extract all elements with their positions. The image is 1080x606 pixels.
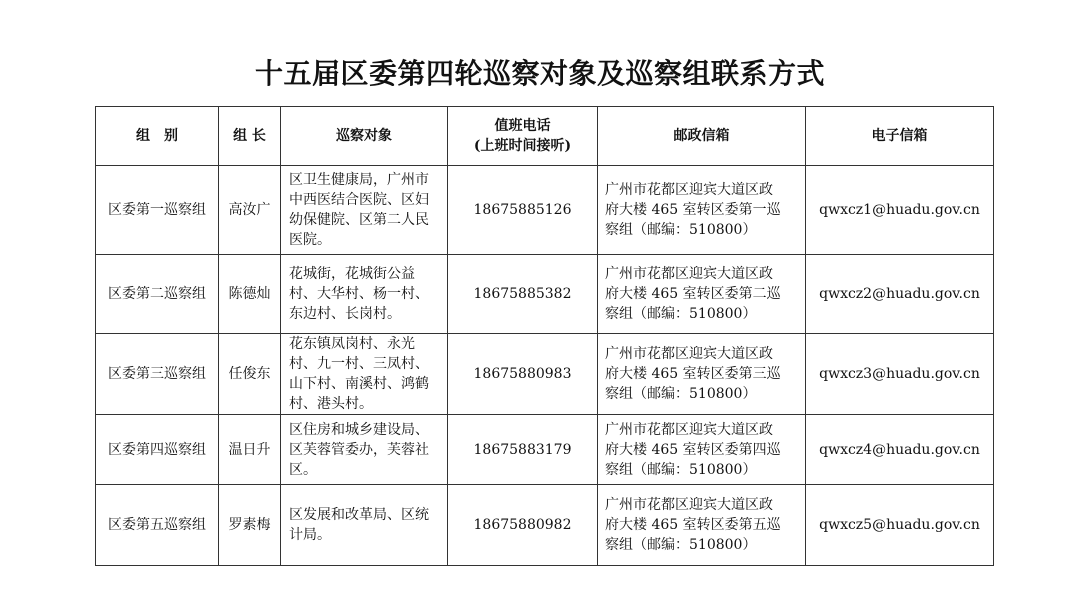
phone-cell: 18675883179 [448, 415, 598, 485]
table-row [96, 485, 994, 566]
table-row [96, 255, 994, 334]
mail-line: 府大楼 465 室转区委第一巡 [605, 202, 781, 218]
table-row [96, 334, 994, 415]
targets-cell [281, 255, 448, 334]
header-leader: 组 长 [219, 107, 281, 166]
mail-line: 察组（邮编：510800） [605, 537, 757, 553]
targets-cell [281, 166, 448, 255]
email-cell: qwxcz2@huadu.gov.cn [806, 255, 994, 334]
header-mail: 邮政信箱 [598, 107, 806, 166]
email-cell: qwxcz3@huadu.gov.cn [806, 334, 994, 415]
mail-cell [598, 415, 806, 485]
targets-line: 区芙蓉管委办，芙蓉社 [289, 441, 429, 458]
mail-line: 广州市花都区迎宾大道区政 [605, 182, 773, 198]
leader-cell: 任俊东 [219, 334, 281, 415]
targets-line: 村、九一村、三凤村、 [289, 356, 429, 372]
group-cell: 区委第四巡察组 [96, 415, 219, 485]
targets-line: 区。 [289, 461, 317, 478]
targets-line: 花城街，花城街公益 [289, 266, 415, 282]
group-cell: 区委第五巡察组 [96, 485, 219, 566]
mail-line: 广州市花都区迎宾大道区政 [605, 421, 773, 438]
mail-cell [598, 166, 806, 255]
targets-line: 区卫生健康局，广州市 [289, 172, 429, 188]
page-title: 十五届区委第四轮巡察对象及巡察组联系方式 [254, 57, 825, 90]
mail-line: 察组（邮编：510800） [605, 461, 757, 478]
leader-cell: 高汝广 [219, 166, 281, 255]
email-cell: qwxcz1@huadu.gov.cn [806, 166, 994, 255]
mail-cell [598, 334, 806, 415]
mail-line: 察组（邮编：510800） [605, 222, 757, 238]
targets-line: 山下村、南溪村、鸿鹤 [289, 376, 429, 392]
mail-line: 府大楼 465 室转区委第三巡 [605, 366, 781, 382]
targets-line: 计局。 [289, 527, 331, 543]
targets-line: 村、大华村、杨一村、 [289, 286, 429, 302]
mail-line: 府大楼 465 室转区委第二巡 [605, 286, 781, 302]
targets-cell [281, 485, 448, 566]
mail-cell [598, 255, 806, 334]
group-cell: 区委第二巡察组 [96, 255, 219, 334]
mail-line: 府大楼 465 室转区委第五巡 [605, 517, 781, 533]
phone-cell: 18675880983 [448, 334, 598, 415]
mail-line: 广州市花都区迎宾大道区政 [605, 497, 773, 513]
mail-cell [598, 485, 806, 566]
phone-cell: 18675885382 [448, 255, 598, 334]
group-cell: 区委第一巡察组 [96, 166, 219, 255]
leader-cell: 陈德灿 [219, 255, 281, 334]
targets-line: 医院。 [289, 232, 331, 248]
leader-cell: 罗素梅 [219, 485, 281, 566]
targets-cell [281, 334, 448, 415]
header-group: 组 别 [96, 107, 219, 166]
targets-line: 中西医结合医院、区妇 [289, 192, 429, 208]
header-phone [448, 107, 598, 166]
phone-cell: 18675885126 [448, 166, 598, 255]
mail-line: 府大楼 465 室转区委第四巡 [605, 441, 781, 458]
contact-table [95, 106, 994, 566]
header-phone-line2: (上班时间接听) [473, 138, 572, 154]
header-targets: 巡察对象 [281, 107, 448, 166]
table-row [96, 166, 994, 255]
targets-line: 区住房和城乡建设局、 [289, 421, 429, 438]
table-header-row [96, 107, 994, 166]
phone-cell: 18675880982 [448, 485, 598, 566]
mail-line: 察组（邮编：510800） [605, 386, 757, 402]
leader-cell: 温日升 [219, 415, 281, 485]
targets-line: 花东镇凤岗村、永光 [289, 336, 415, 352]
table-row [96, 415, 994, 485]
header-email: 电子信箱 [806, 107, 994, 166]
targets-line: 村、港头村。 [289, 396, 373, 412]
targets-line: 区发展和改革局、区统 [289, 507, 429, 523]
group-cell: 区委第三巡察组 [96, 334, 219, 415]
header-phone-line1: 值班电话 [494, 118, 551, 134]
email-cell: qwxcz5@huadu.gov.cn [806, 485, 994, 566]
targets-cell [281, 415, 448, 485]
mail-line: 察组（邮编：510800） [605, 306, 757, 322]
mail-line: 广州市花都区迎宾大道区政 [605, 266, 773, 282]
targets-line: 幼保健院、区第二人民 [289, 212, 429, 228]
email-cell: qwxcz4@huadu.gov.cn [806, 415, 994, 485]
mail-line: 广州市花都区迎宾大道区政 [605, 346, 773, 362]
targets-line: 东边村、长岗村。 [289, 306, 401, 322]
